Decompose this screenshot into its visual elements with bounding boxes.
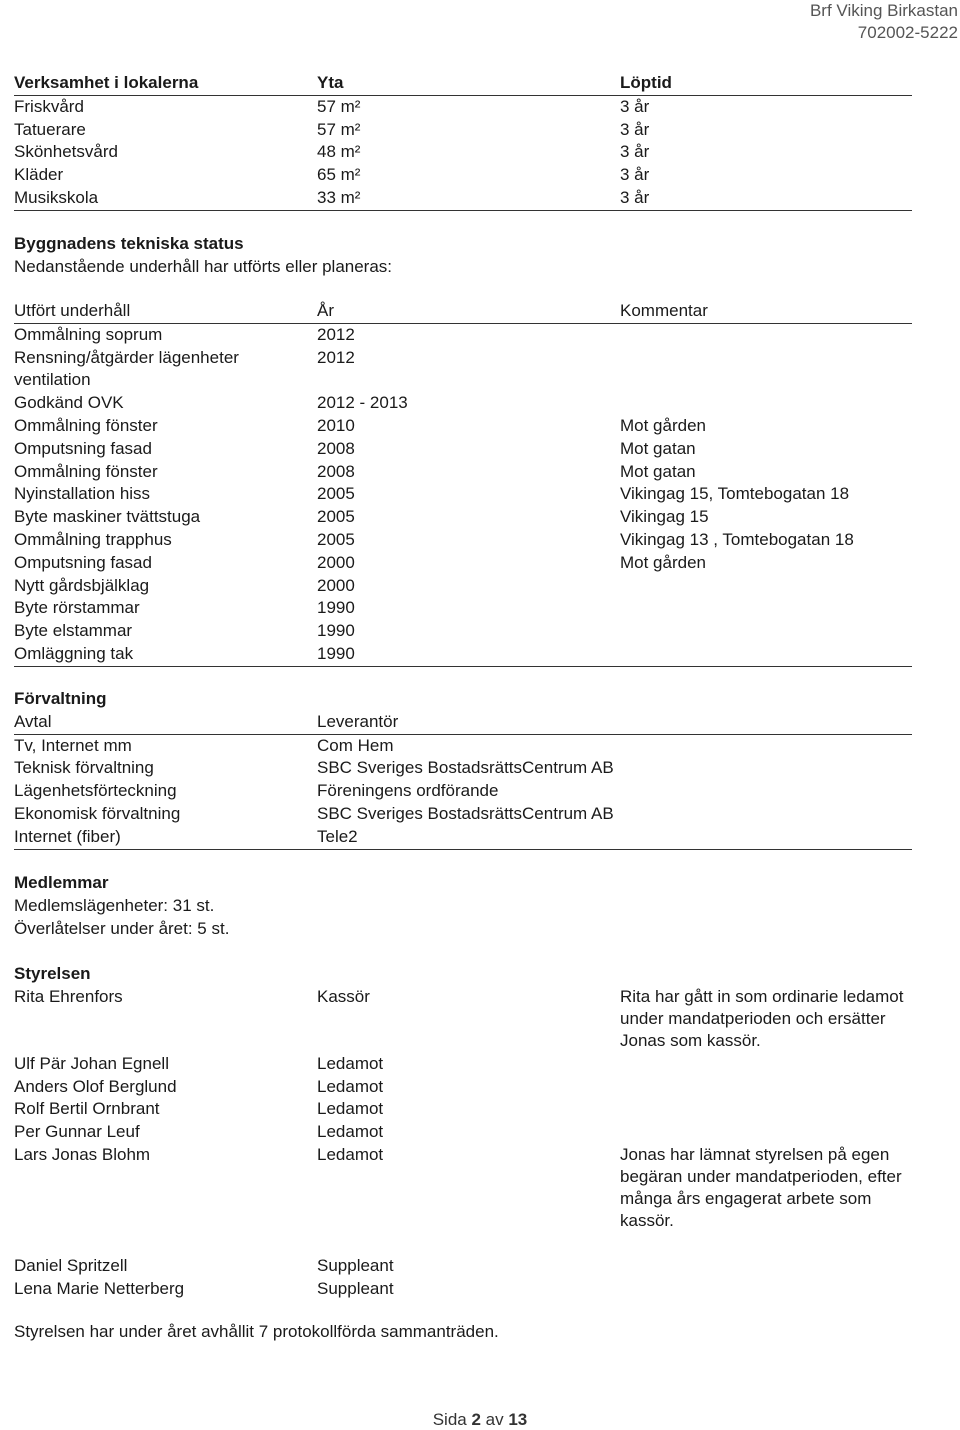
board-member-row bbox=[14, 1053, 912, 1076]
cell: Vikingag 15 bbox=[620, 507, 709, 527]
table-row bbox=[14, 826, 912, 850]
table-row bbox=[14, 506, 912, 529]
cell: Kläder bbox=[14, 165, 64, 185]
table-row bbox=[14, 392, 912, 415]
maintenance-col-work: Utfört underhåll bbox=[14, 301, 131, 320]
cell: Omläggning tak bbox=[14, 643, 134, 663]
cell: 2005 bbox=[317, 507, 355, 527]
table-row bbox=[14, 483, 912, 506]
board-member-role: Ledamot bbox=[317, 1099, 384, 1119]
cell: Byte rörstammar bbox=[14, 598, 140, 618]
cell: Mot gården bbox=[620, 415, 706, 435]
board-member-note: Rita har gått in som ordinarie ledamot under mandatperioden och ersätter Jonas som kassör. bbox=[620, 986, 904, 1050]
cell: 2005 bbox=[317, 529, 355, 549]
org-name: Brf Viking Birkastan bbox=[809, 1, 958, 20]
cell: Nyinstallation hiss bbox=[14, 484, 151, 504]
board-member-role: Kassör bbox=[317, 986, 370, 1006]
table-row bbox=[14, 597, 912, 620]
cell: Rensning/åtgärder lägenheter bbox=[14, 347, 239, 367]
org-number: 702002-5222 bbox=[857, 23, 958, 42]
premises-col-term: Löptid bbox=[620, 73, 672, 92]
board-member-name: Lena Marie Netterberg bbox=[14, 1278, 185, 1298]
members-section bbox=[14, 872, 912, 940]
table-row bbox=[14, 119, 912, 142]
board-member-name: Lars Jonas Blohm bbox=[14, 1144, 151, 1164]
cell: SBC Sveriges BostadsrättsCentrum AB bbox=[317, 803, 614, 823]
board-member-row bbox=[14, 1098, 912, 1121]
board-member-role: Ledamot bbox=[317, 1122, 384, 1142]
cell: Ommålning soprum bbox=[14, 324, 163, 344]
board-member-role: Suppleant bbox=[317, 1255, 394, 1275]
cell: Omputsning fasad bbox=[14, 438, 152, 458]
cell: Ommålning fönster bbox=[14, 461, 158, 481]
cell: Byte elstammar bbox=[14, 621, 133, 641]
table-row bbox=[14, 415, 912, 438]
table-row bbox=[14, 324, 912, 347]
cell: 33 m² bbox=[317, 187, 361, 207]
members-transfers: Överlåtelser under året: 5 st. bbox=[14, 918, 230, 938]
board-member-row bbox=[14, 1121, 912, 1144]
management-title: Förvaltning bbox=[14, 689, 107, 708]
table-row bbox=[14, 780, 912, 803]
cell: 48 m² bbox=[317, 142, 361, 162]
board-member-name: Rolf Bertil Ornbrant bbox=[14, 1099, 160, 1119]
cell: 57 m² bbox=[317, 119, 361, 139]
cell: Vikingag 15, Tomtebogatan 18 bbox=[620, 484, 850, 504]
board-member-role: Ledamot bbox=[317, 1053, 384, 1073]
board-meetings-section bbox=[14, 1321, 912, 1344]
management-col-supplier: Leverantör bbox=[317, 711, 399, 731]
cell: 2005 bbox=[317, 484, 355, 504]
board-member-role: Suppleant bbox=[317, 1278, 394, 1298]
premises-header-row bbox=[14, 72, 912, 96]
cell: Vikingag 13 , Tomtebogatan 18 bbox=[620, 529, 854, 549]
cell: Tele2 bbox=[317, 826, 358, 846]
cell: Friskvård bbox=[14, 96, 84, 116]
cell: 2012 - 2013 bbox=[317, 393, 408, 413]
board-member-name: Daniel Spritzell bbox=[14, 1255, 128, 1275]
board-member-role: Ledamot bbox=[317, 1144, 384, 1164]
cell: 2012 bbox=[317, 324, 355, 344]
cell: 2008 bbox=[317, 438, 355, 458]
cell: Ekonomisk förvaltning bbox=[14, 803, 181, 823]
table-row bbox=[14, 141, 912, 164]
premises-table bbox=[14, 72, 912, 211]
management-header-row bbox=[14, 711, 912, 735]
cell: Lägenhetsförteckning bbox=[14, 781, 177, 801]
cell: Ommålning fönster bbox=[14, 415, 158, 435]
cell: SBC Sveriges BostadsrättsCentrum AB bbox=[317, 758, 614, 778]
board-member-row bbox=[14, 1278, 912, 1301]
table-row bbox=[14, 620, 912, 643]
table-row bbox=[14, 757, 912, 780]
board-member-name: Anders Olof Berglund bbox=[14, 1076, 177, 1096]
table-row bbox=[14, 187, 912, 211]
board-member-row bbox=[14, 1076, 912, 1099]
cell: 1990 bbox=[317, 643, 355, 663]
board-section bbox=[14, 963, 912, 1301]
board-member-row bbox=[14, 986, 912, 1053]
cell: 2000 bbox=[317, 552, 355, 572]
premises-col-activity: Verksamhet i lokalerna bbox=[14, 73, 199, 92]
cell: Mot gatan bbox=[620, 438, 696, 458]
footer-page-total: 13 bbox=[508, 1410, 528, 1429]
cell: Mot gatan bbox=[620, 461, 696, 481]
cell: Godkänd OVK bbox=[14, 393, 124, 413]
table-row bbox=[14, 369, 912, 392]
table-row bbox=[14, 575, 912, 598]
technical-status-section bbox=[14, 233, 912, 279]
cell: 2000 bbox=[317, 575, 355, 595]
management-col-contract: Avtal bbox=[14, 711, 52, 731]
cell: Föreningens ordförande bbox=[317, 781, 499, 801]
cell: Ommålning trapphus bbox=[14, 529, 172, 549]
table-row bbox=[14, 735, 912, 758]
cell: 65 m² bbox=[317, 165, 361, 185]
cell: 1990 bbox=[317, 621, 355, 641]
document-header bbox=[810, 0, 958, 44]
cell: Musikskola bbox=[14, 187, 99, 207]
cell: 2010 bbox=[317, 415, 355, 435]
cell: 3 år bbox=[620, 96, 650, 116]
board-member-row bbox=[14, 1144, 912, 1255]
members-apartments: Medlemslägenheter: 31 st. bbox=[14, 895, 215, 915]
table-row bbox=[14, 461, 912, 484]
cell: 2012 bbox=[317, 347, 355, 367]
page-footer bbox=[0, 1410, 960, 1430]
cell: Mot gården bbox=[620, 552, 706, 572]
maintenance-col-comment: Kommentar bbox=[620, 301, 708, 320]
cell: Nytt gårdsbjälklag bbox=[14, 575, 150, 595]
board-member-name: Ulf Pär Johan Egnell bbox=[14, 1053, 169, 1073]
cell: 2008 bbox=[317, 461, 355, 481]
cell: 1990 bbox=[317, 598, 355, 618]
board-meetings-text: Styrelsen har under året avhållit 7 protokollförda sammanträden. bbox=[14, 1322, 499, 1341]
cell: Byte maskiner tvättstuga bbox=[14, 507, 201, 527]
cell: Teknisk förvaltning bbox=[14, 758, 154, 778]
cell: Internet (fiber) bbox=[14, 826, 121, 846]
table-row bbox=[14, 164, 912, 187]
table-row bbox=[14, 552, 912, 575]
maintenance-header-row bbox=[14, 300, 912, 324]
footer-page-number: 2 bbox=[471, 1410, 481, 1429]
board-member-row bbox=[14, 1255, 912, 1278]
table-row bbox=[14, 803, 912, 826]
cell: 3 år bbox=[620, 187, 650, 207]
table-row bbox=[14, 529, 912, 552]
table-row bbox=[14, 438, 912, 461]
maintenance-table bbox=[14, 300, 912, 667]
technical-status-title: Byggnadens tekniska status bbox=[14, 234, 244, 253]
management-section bbox=[14, 688, 912, 850]
cell: Tv, Internet mm bbox=[14, 735, 132, 755]
cell: 3 år bbox=[620, 165, 650, 185]
cell: Tatuerare bbox=[14, 119, 86, 139]
footer-middle: av bbox=[480, 1410, 509, 1429]
table-row bbox=[14, 96, 912, 119]
cell: Com Hem bbox=[317, 735, 394, 755]
board-member-note: Jonas har lämnat styrelsen på egen begäran under mandatperioden, efter många års engagerat arbete som kassör. bbox=[620, 1144, 902, 1230]
board-member-name: Rita Ehrenfors bbox=[14, 986, 123, 1006]
cell: 3 år bbox=[620, 119, 650, 139]
cell: 57 m² bbox=[317, 96, 361, 116]
cell: Omputsning fasad bbox=[14, 552, 152, 572]
board-title: Styrelsen bbox=[14, 964, 91, 983]
members-title: Medlemmar bbox=[14, 873, 109, 892]
maintenance-col-year: År bbox=[317, 301, 334, 320]
cell: 3 år bbox=[620, 142, 650, 162]
board-member-name: Per Gunnar Leuf bbox=[14, 1122, 140, 1142]
technical-status-intro: Nedanstående underhåll har utförts eller planeras: bbox=[14, 256, 393, 276]
table-row bbox=[14, 347, 912, 370]
table-row bbox=[14, 643, 912, 667]
cell: Skönhetsvård bbox=[14, 142, 118, 162]
cell: ventilation bbox=[14, 370, 91, 390]
footer-prefix: Sida bbox=[432, 1410, 472, 1429]
board-member-role: Ledamot bbox=[317, 1076, 384, 1096]
premises-col-area: Yta bbox=[317, 73, 344, 92]
